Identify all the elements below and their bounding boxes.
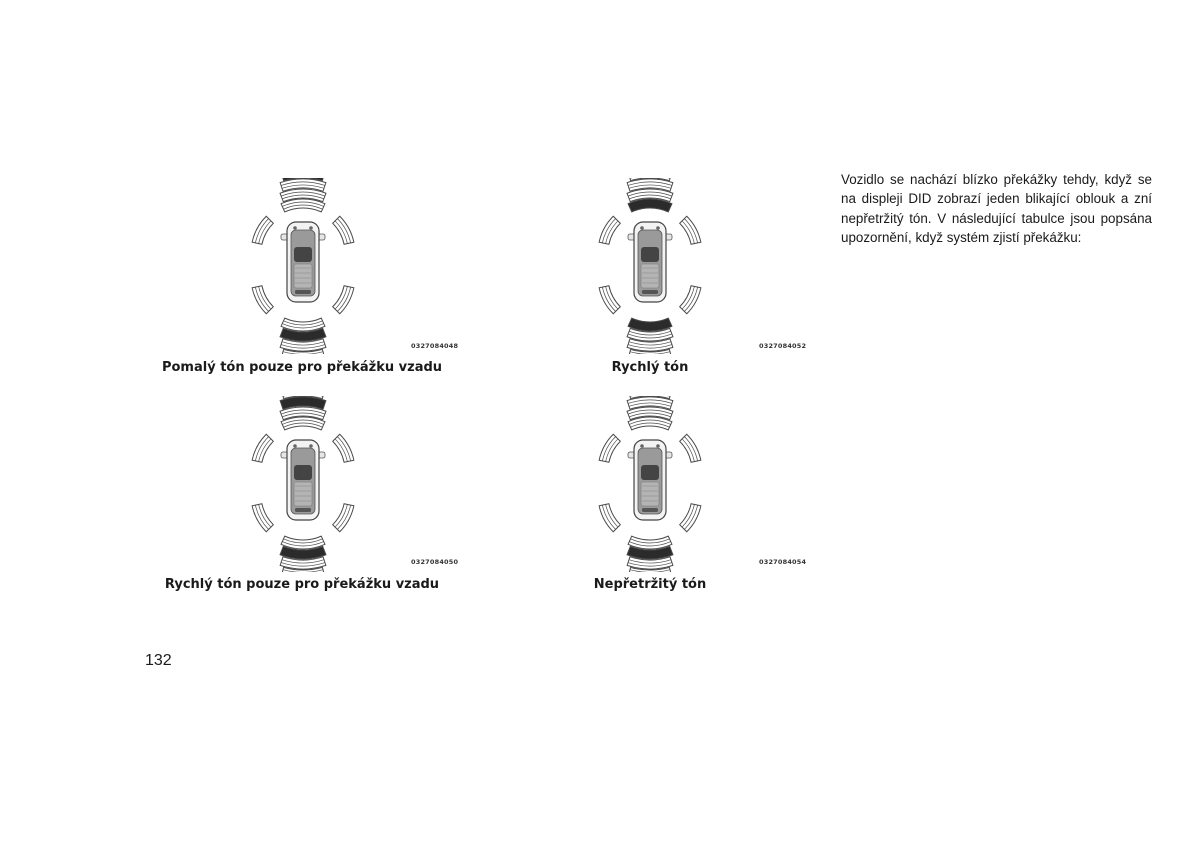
- figure-code: 0327084054: [759, 558, 807, 566]
- headlight-right: [656, 444, 660, 448]
- body-paragraph: Vozidlo se nachází blízko překážky tehdy, když se na displeji DID zobrazí jeden blikající oblouk a zní nepřetržitý tón. V následující tabulce jsou popsána upozornění, když systém zjistí překážku:: [841, 172, 1152, 245]
- sensor-arc-rear-right: [680, 504, 701, 532]
- car-rear-window: [295, 290, 311, 294]
- parking-sensor-diagram: [183, 178, 423, 354]
- sensor-arc-fill: [599, 434, 620, 462]
- car-windshield: [641, 247, 659, 262]
- sensor-arc-fill: [281, 417, 325, 430]
- car-windshield: [294, 247, 312, 262]
- sensor-arc-rear-left: [252, 286, 273, 314]
- parking-sensor-figure-continuous: [530, 396, 770, 572]
- car-icon: [281, 222, 325, 302]
- headlight-right: [656, 226, 660, 230]
- sensor-arc-fill: [628, 199, 672, 212]
- figure-code: 0327084048: [411, 342, 459, 350]
- sensor-arc-fill: [680, 434, 701, 462]
- figure-code: 0327084050: [411, 558, 459, 566]
- sensor-arc-fill: [680, 216, 701, 244]
- sensor-arc-fill: [281, 536, 325, 549]
- headlight-right: [309, 444, 313, 448]
- car-windshield: [294, 465, 312, 480]
- sensor-arc-front-left: [599, 216, 620, 244]
- car-roof: [641, 264, 659, 288]
- car-roof: [641, 482, 659, 506]
- sensor-arc-rear-1: [281, 318, 325, 331]
- sensor-arc-front-left: [252, 434, 273, 462]
- sensor-arc-fill: [333, 504, 354, 532]
- sensor-arc-front-0: [281, 199, 325, 212]
- page-number: 132: [145, 652, 172, 669]
- car-icon: [281, 440, 325, 520]
- sensor-arc-front-0: [628, 417, 672, 430]
- headlight-left: [640, 226, 644, 230]
- parking-sensor-figure-fast-rear: [183, 396, 423, 572]
- parking-sensor-figure-slow-rear: [183, 178, 423, 354]
- sensor-arc-fill: [599, 504, 620, 532]
- car-icon: [628, 440, 672, 520]
- sensor-arc-front-left: [252, 216, 273, 244]
- sensor-arc-fill: [252, 504, 273, 532]
- sensor-arc-front-left: [599, 434, 620, 462]
- sensor-arc-fill: [628, 417, 672, 430]
- sensor-arc-fill: [252, 216, 273, 244]
- headlight-left: [293, 444, 297, 448]
- parking-sensor-diagram: [530, 178, 770, 354]
- sensor-arc-fill: [252, 434, 273, 462]
- car-roof: [294, 264, 312, 288]
- sensor-arc-fill: [680, 504, 701, 532]
- sensor-arc-fill: [281, 199, 325, 212]
- car-windshield: [641, 465, 659, 480]
- sensor-arc-fill: [281, 318, 325, 331]
- sensor-arc-fill: [252, 286, 273, 314]
- sensor-arc-fill: [333, 434, 354, 462]
- sensor-arc-rear-1: [281, 536, 325, 549]
- parking-sensor-diagram: [530, 396, 770, 572]
- figure-code: 0327084052: [759, 342, 807, 350]
- figure-caption: Pomalý tón pouze pro překážku vzadu: [161, 360, 443, 375]
- sensor-arc-fill: [628, 536, 672, 549]
- parking-sensor-diagram: [183, 396, 423, 572]
- sensor-arc-rear-right: [333, 504, 354, 532]
- car-rear-window: [295, 508, 311, 512]
- sensor-arc-fill: [333, 286, 354, 314]
- sensor-arc-fill: [599, 286, 620, 314]
- sensor-arc-fill: [628, 318, 672, 331]
- sensor-arc-front-right: [680, 434, 701, 462]
- sensor-arc-rear-left: [599, 286, 620, 314]
- figure-caption: Nepřetržitý tón: [593, 577, 707, 592]
- headlight-left: [640, 444, 644, 448]
- sensor-arc-front-right: [333, 216, 354, 244]
- sensor-arc-front-0: [281, 417, 325, 430]
- sensor-arc-rear-left: [599, 504, 620, 532]
- sensor-arc-rear-1: [628, 318, 672, 331]
- sensor-arc-rear-1: [628, 536, 672, 549]
- sensor-arc-rear-left: [252, 504, 273, 532]
- car-roof: [294, 482, 312, 506]
- sensor-arc-fill: [680, 286, 701, 314]
- car-rear-window: [642, 290, 658, 294]
- figure-caption: Rychlý tón: [611, 360, 689, 375]
- sensor-arc-front-right: [680, 216, 701, 244]
- headlight-right: [309, 226, 313, 230]
- figure-caption: Rychlý tón pouze pro překážku vzadu: [164, 577, 440, 592]
- sensor-arc-rear-right: [680, 286, 701, 314]
- car-icon: [628, 222, 672, 302]
- sensor-arc-rear-right: [333, 286, 354, 314]
- car-rear-window: [642, 508, 658, 512]
- headlight-left: [293, 226, 297, 230]
- sensor-arc-front-0: [628, 199, 672, 212]
- sensor-arc-fill: [333, 216, 354, 244]
- sensor-arc-front-right: [333, 434, 354, 462]
- parking-sensor-figure-fast: [530, 178, 770, 354]
- sensor-arc-fill: [599, 216, 620, 244]
